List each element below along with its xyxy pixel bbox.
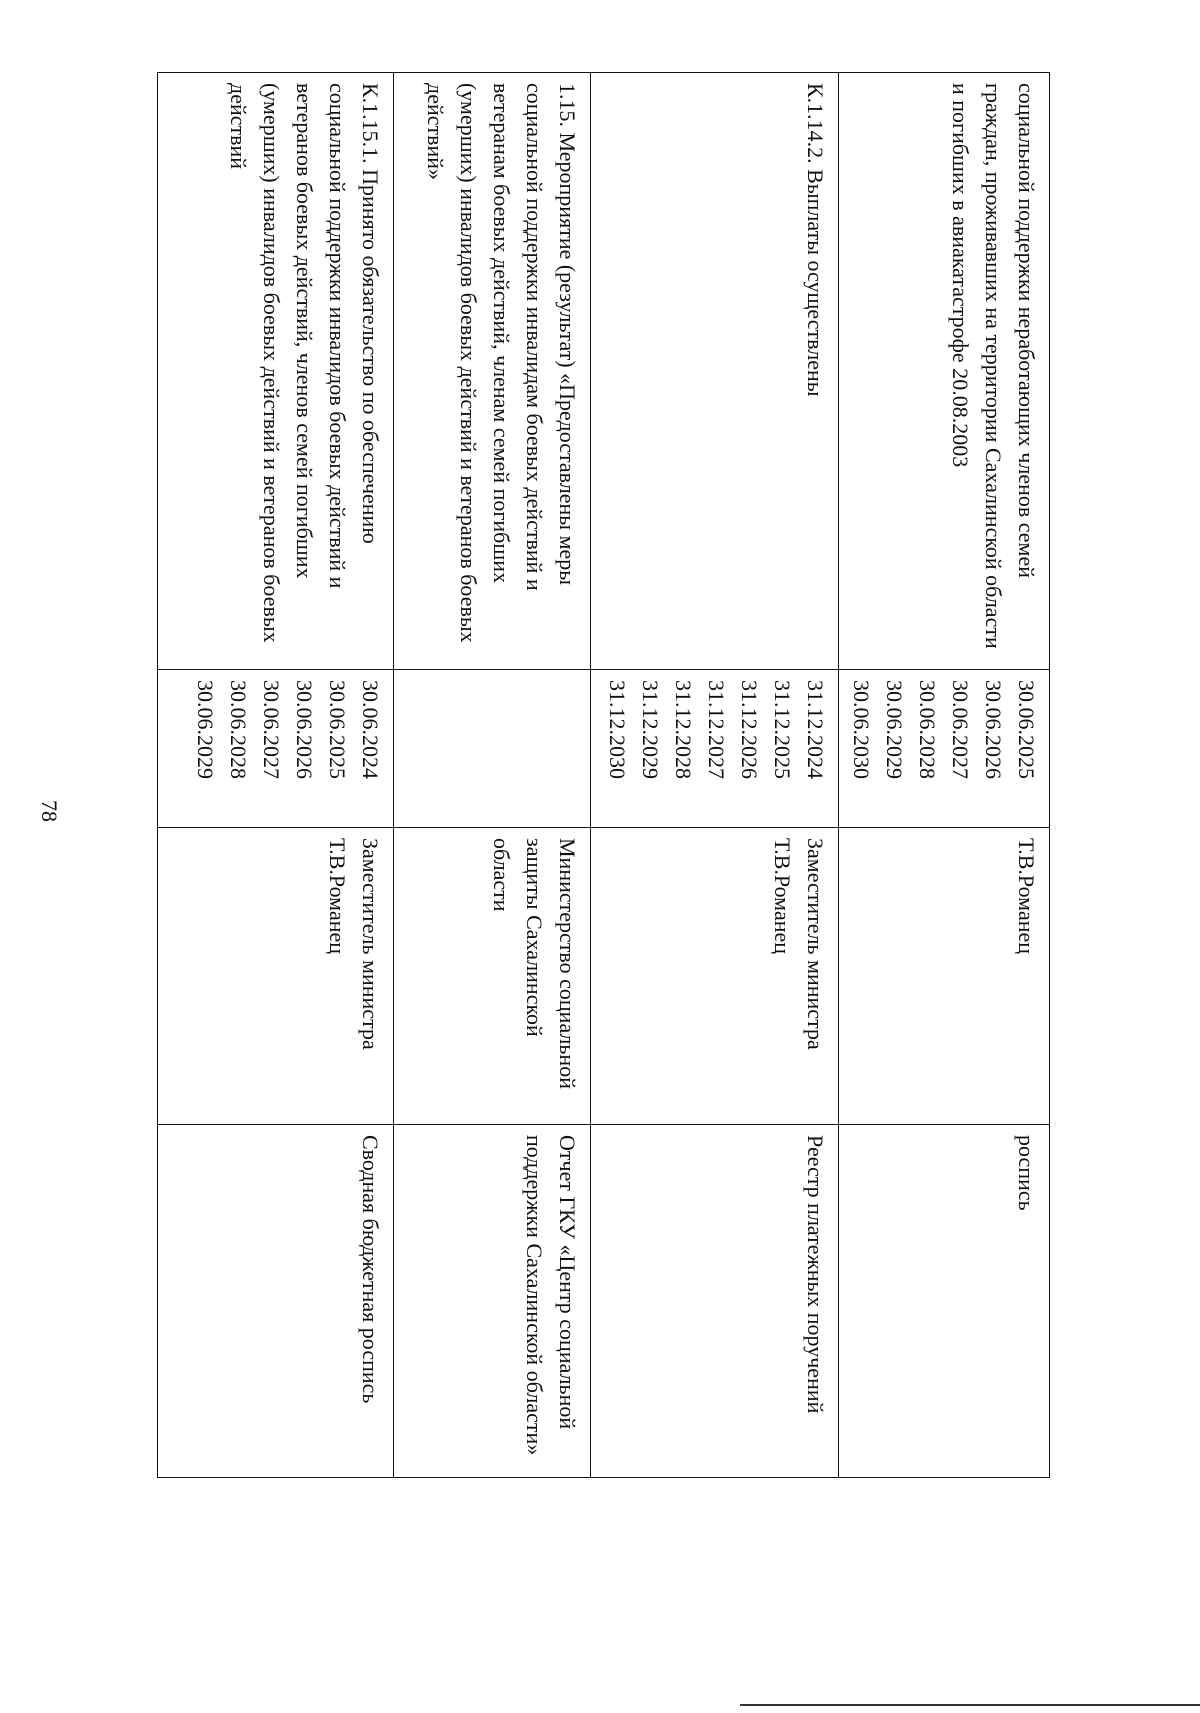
rotated-table-container [170, 72, 1050, 1477]
date-value: 30.06.2028 [226, 680, 251, 779]
date-value: 30.06.2026 [292, 680, 317, 779]
date-value: 30.06.2026 [981, 680, 1006, 779]
page-bottom-rule [740, 1704, 1200, 1706]
date-value: 30.06.2030 [849, 680, 874, 779]
description-cell [839, 73, 1050, 670]
table-row [394, 73, 591, 1478]
dates-cell [158, 670, 394, 828]
responsible-cell [591, 828, 839, 1125]
table-row [158, 73, 394, 1478]
dates-cell [394, 670, 591, 828]
date-value: 30.06.2027 [259, 680, 284, 779]
responsible-cell [158, 828, 394, 1125]
date-value: 31.12.2024 [803, 680, 828, 779]
date-value: 30.06.2027 [948, 680, 973, 779]
date-value: 31.12.2026 [737, 680, 762, 779]
description-cell [158, 73, 394, 670]
date-value: 30.06.2029 [882, 680, 907, 779]
description-text: 1.15. Мероприятие (результат) «Предоставлены меры социальной поддержки инвалидам боевых действий и ветеранам боевых действий, членам семей погибших (умерших) инвалидов боевых действий и ветеранов боевых действий» [423, 83, 580, 643]
date-value: 31.12.2025 [770, 680, 795, 779]
date-value: 31.12.2027 [704, 680, 729, 779]
date-value: 30.06.2024 [358, 680, 383, 779]
responsible-text: Министерство социальной защиты Сахалинской области [489, 838, 580, 1089]
description-text: К.1.15.1. Принято обязательство по обеспечению социальной поддержки инвалидов боевых действий и ветеранов боевых действий, членов семей погибших (умерших) инвалидов боевых действий и ветеранов боевых действий [226, 83, 383, 643]
date-value: 30.06.2029 [193, 680, 218, 779]
description-text: социальной поддержки неработающих членов семей граждан, проживавших на территории Сахалинской области и погибших в авиакатастрофе 20.08.2003 [948, 83, 1039, 649]
document-text: Реестр платежных поручений [803, 1135, 828, 1414]
date-value: 31.12.2028 [671, 680, 696, 779]
document-cell [839, 1125, 1050, 1478]
description-text: К.1.14.2. Выплаты осуществлены [803, 83, 828, 397]
table-row [591, 73, 839, 1478]
activities-table [157, 72, 1050, 1478]
responsible-text: Т.В.Романец [1014, 838, 1039, 955]
page-number: 78 [37, 800, 62, 822]
description-cell [591, 73, 839, 670]
date-value: 30.06.2025 [325, 680, 350, 779]
date-value: 31.12.2030 [605, 680, 630, 779]
date-value: 31.12.2029 [638, 680, 663, 779]
responsible-cell [839, 828, 1050, 1125]
date-value: 30.06.2028 [915, 680, 940, 779]
document-cell [394, 1125, 591, 1478]
dates-cell [839, 670, 1050, 828]
responsible-cell [394, 828, 591, 1125]
document-text: Сводная бюджетная роспись [358, 1135, 383, 1404]
document-text: роспись [1014, 1135, 1039, 1211]
document-cell [591, 1125, 839, 1478]
responsible-text: Заместитель министра Т.В.Романец [770, 838, 828, 1050]
date-value: 30.06.2025 [1014, 680, 1039, 779]
responsible-text: Заместитель министра Т.В.Романец [325, 838, 383, 1050]
table-row [839, 73, 1050, 1478]
document-text: Отчет ГКУ «Центр социальной поддержки Сахалинской области» [522, 1135, 580, 1456]
description-cell [394, 73, 591, 670]
dates-cell [591, 670, 839, 828]
document-cell [158, 1125, 394, 1478]
